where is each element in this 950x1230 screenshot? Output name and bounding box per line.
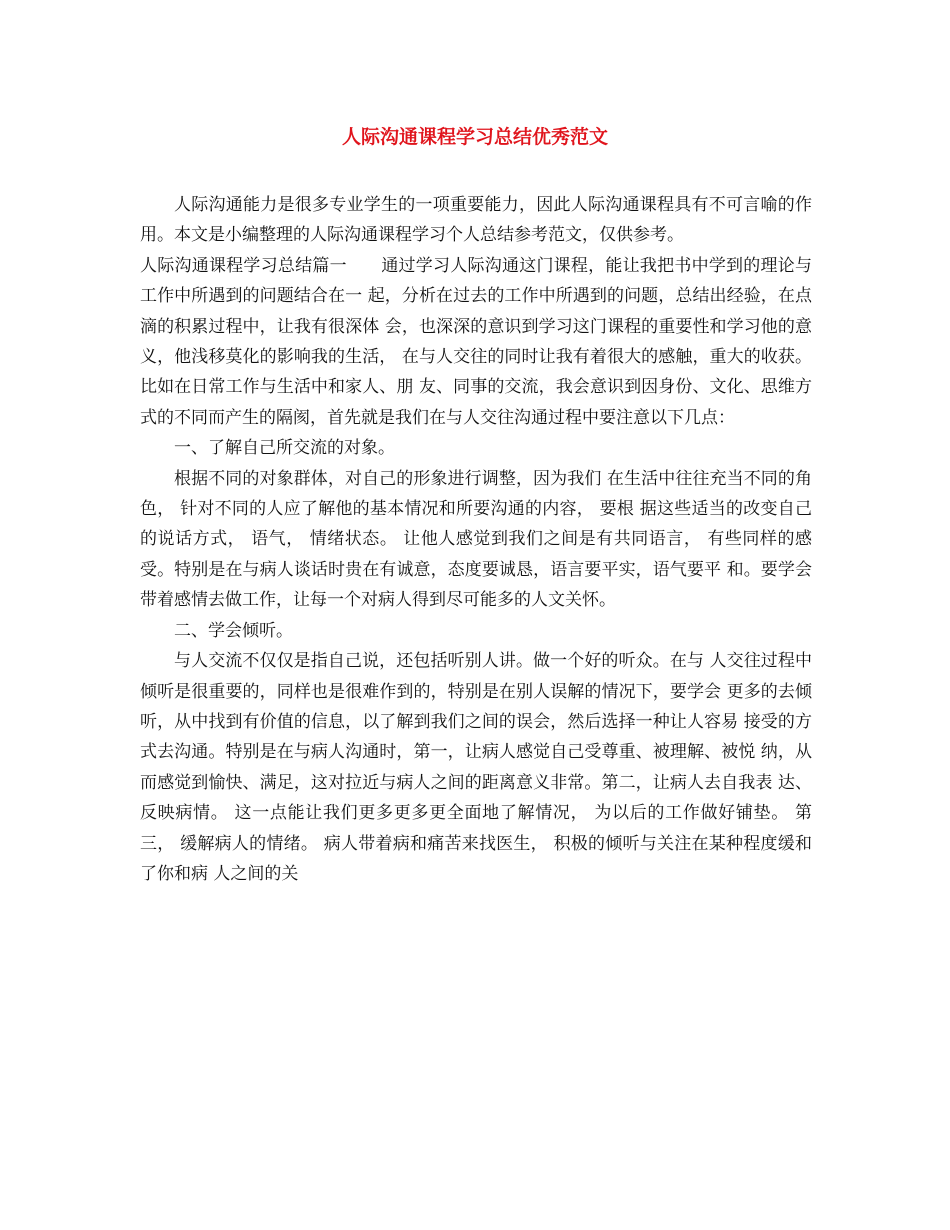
- paragraph-intro: 人际沟通能力是很多专业学生的一项重要能力，因此人际沟通课程具有不可言喻的作用。本文是小编整理的人际沟通课程学习个人总结参考范文，仅供参考。: [140, 195, 812, 246]
- paragraph-understand-audience: 根据不同的对象群体，对自己的形象进行调整，因为我们 在生活中往往充当不同的角色， 针对不同的人应了解他的基本情况和所要沟通的内容， 要根 据这些适当的改变自己的说话方式， 语气， 情绪状态。 让他人感觉到我们之间是有共同语言， 有些同样的感受。特别是在与病人谈话时贵在有诚意，态度要诚恳，语言要平实，语气要平 和。要学会带着感情去做工作，让每一个对病人得到尽可能多的人文关怀。: [140, 468, 812, 611]
- document-title: 人际沟通课程学习总结优秀范文: [341, 126, 608, 148]
- section-heading-understand-audience: 一、了解自己所交流的对象。: [174, 438, 395, 459]
- document-body: [140, 190, 812, 889]
- paragraph-listening: 与人交流不仅仅是指自己说，还包括听别人讲。做一个好的听众。在与 人交往过程中倾听是很重要的，同样也是很难作到的，特别是在别人误解的情况下，要学会 更多的去倾听，从中找到有价值的信息，以了解到我们之间的误会，然后选择一种让人容易 接受的方式去沟通。特别是在与病人沟通时，第一，让病人感觉自己受尊重、被理解、被悦 纳，从而感觉到愉快、满足，这对拉近与病人之间的距离意义非常。第二，让病人去自我表 达、 反映病情。 这一点能让我们更多更多更全面地了解情况， 为以后的工作做好铺垫。 第三， 缓解病人的情绪。 病人带着病和痛苦来找医生， 积极的倾听与关注在某种程度缓和了你和病 人之间的关: [140, 651, 812, 884]
- section-heading-listening: 二、学会倾听。: [174, 620, 293, 641]
- paragraph-part-one: 人际沟通课程学习总结篇一 通过学习人际沟通这门课程，能让我把书中学到的理论与工作中所遇到的问题结合在一 起，分析在过去的工作中所遇到的问题，总结出经验，在点滴的积累过程中，让我有很深体 会，也深深的意识到学习这门课程的重要性和学习他的意义，他浅移莫化的影响我的生活， 在与人交往的同时让我有着很大的感触，重大的收获。比如在日常工作与生活中和家人、朋 友、同事的交流，我会意识到因身份、文化、思维方式的不同而产生的隔阂，首先就是我们在与人交往沟通过程中要注意以下几点：: [140, 255, 812, 428]
